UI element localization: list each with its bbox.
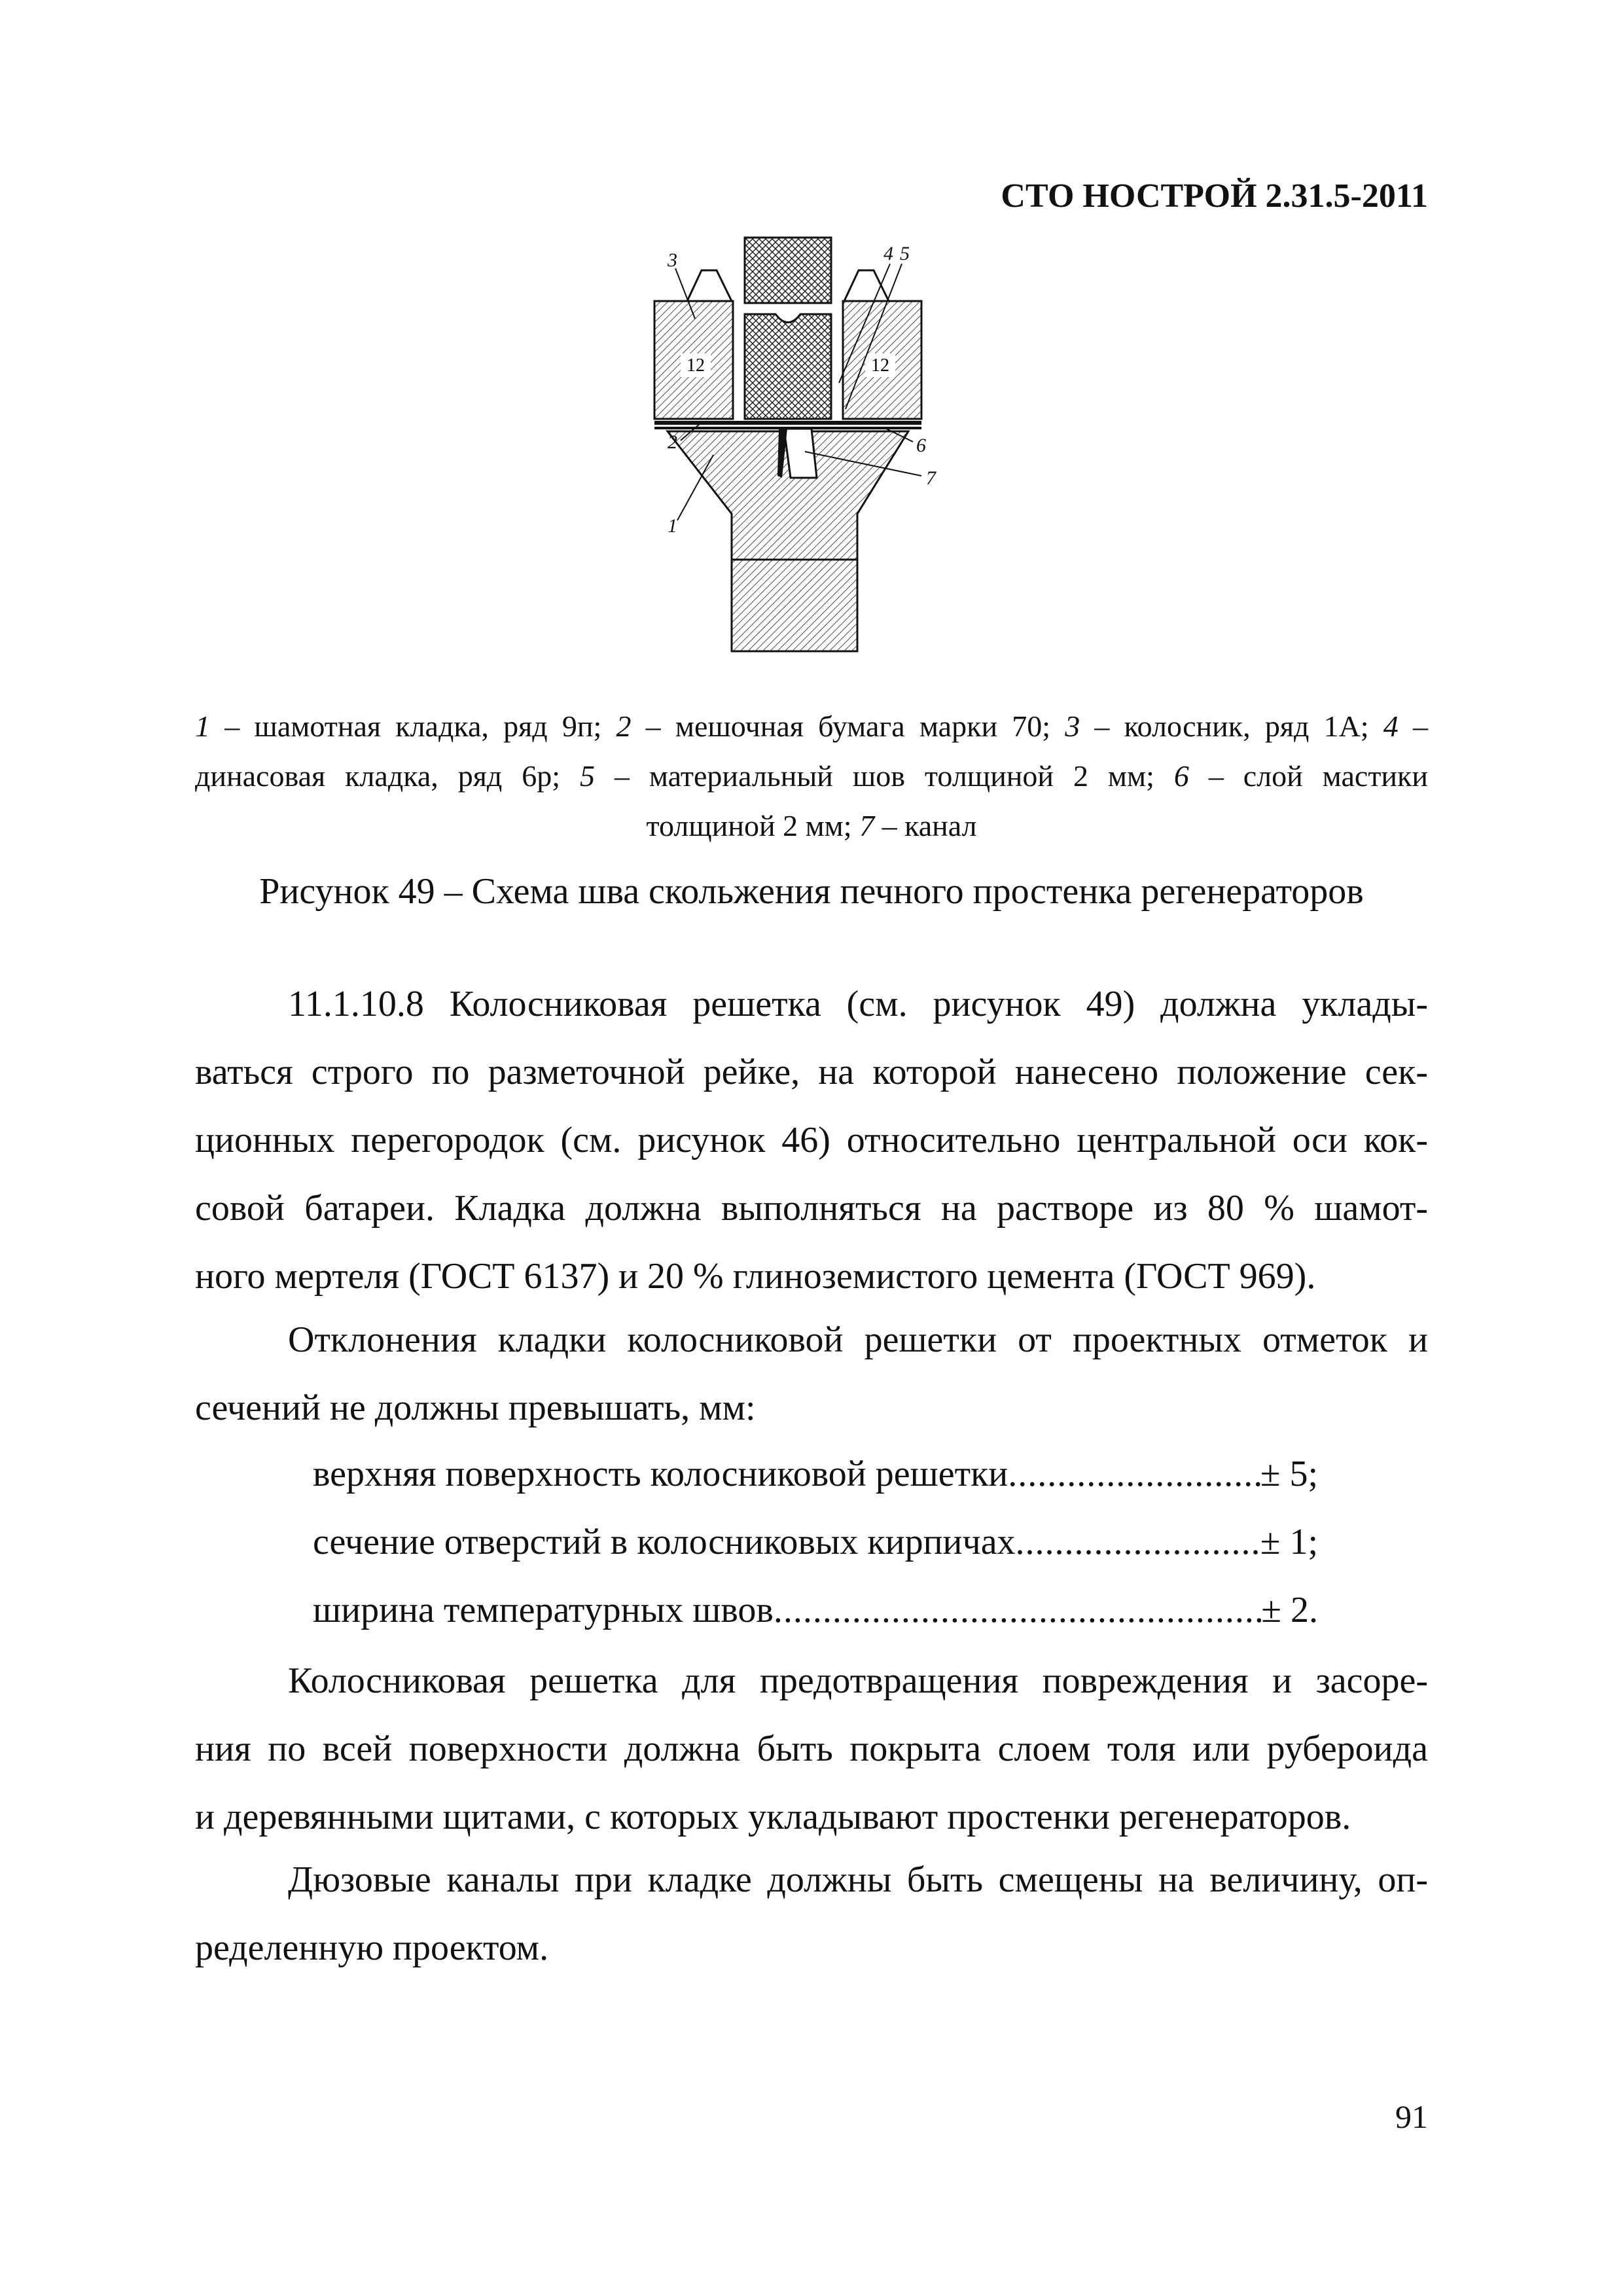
figure-title: Рисунок 49 – Схема шва скольжения печного простенка регенераторов bbox=[259, 871, 1364, 912]
text-line: Отклонения кладки колосниковой решетки от проектных отметок и bbox=[288, 1319, 1428, 1360]
figure-49-diagram bbox=[648, 232, 955, 658]
label-2: 2 bbox=[668, 431, 677, 453]
label-7: 7 bbox=[926, 467, 936, 489]
paragraph-nozzle-channels bbox=[195, 1846, 1428, 1982]
text-line: совой батареи. Кладка должна выполняться на растворе из 80 % шамот- bbox=[195, 1188, 1428, 1229]
text-line: ционных перегородок (см. рисунок 46) относительно центральной оси кок- bbox=[195, 1120, 1428, 1160]
tolerance-item: сечение отверстий в колосниковых кирпичах ..... ± 1; bbox=[313, 1508, 1318, 1576]
text-line: Дюзовые каналы при кладке должны быть смещены на величину, оп- bbox=[288, 1859, 1428, 1900]
text-line: 11.1.10.8 Колосниковая решетка (см. рисунок 49) должна уклады- bbox=[288, 984, 1428, 1024]
page-number: 91 bbox=[1395, 2098, 1428, 2135]
size-label-right: 12 bbox=[871, 355, 889, 376]
figure-legend-line: 1 – шамотная кладка, ряд 9п; 2 – мешочная бумага марки 70; 3 – колосник, ряд 1А; 4 – bbox=[195, 709, 1428, 743]
text-line: и деревянными щитами, с которых укладывают простенки регенераторов. bbox=[195, 1797, 1351, 1837]
bottom-brick bbox=[732, 560, 857, 651]
label-3: 3 bbox=[668, 249, 677, 271]
tolerance-list bbox=[313, 1440, 1318, 1644]
label-5: 5 bbox=[900, 243, 910, 264]
label-4: 4 bbox=[883, 243, 893, 264]
label-6: 6 bbox=[916, 435, 926, 456]
paragraph-11-1-10-8 bbox=[195, 970, 1428, 1310]
figure-legend-line: толщиной 2 мм; 7 – канал bbox=[646, 809, 977, 842]
tolerance-item: верхняя поверхность колосниковой решетки ..... ± 5; bbox=[313, 1440, 1318, 1508]
document-code-header: СТО НОСТРОЙ 2.31.5-2011 bbox=[1001, 177, 1428, 215]
figure-legend-line: динасовая кладка, ряд 6р; 5 – материальный шов толщиной 2 мм; 6 – слой мастики bbox=[195, 759, 1429, 793]
text-line: Колосниковая решетка для предотвращения повреждения и засоре- bbox=[288, 1660, 1428, 1701]
size-label-left: 12 bbox=[687, 355, 705, 376]
grate-brick-left-top bbox=[687, 270, 732, 301]
tolerance-item: ширина температурных швов ..... ± 2. bbox=[313, 1576, 1318, 1644]
paragraph-deviations bbox=[195, 1306, 1428, 1442]
text-line: ределенную проектом. bbox=[195, 1928, 549, 1968]
dinas-brick-top bbox=[745, 238, 831, 303]
text-line: ния по всей поверхности должна быть покрыта слоем толя или рубероида bbox=[195, 1729, 1428, 1769]
text-line: ваться строго по разметочной рейке, на которой нанесено положение сек- bbox=[195, 1052, 1428, 1092]
label-1: 1 bbox=[668, 515, 677, 537]
paper-layer bbox=[654, 421, 921, 425]
paragraph-grate-protection bbox=[195, 1647, 1428, 1851]
text-line: сечений не должны превышать, мм: bbox=[195, 1388, 756, 1428]
text-line: ного мертеля (ГОСТ 6137) и 20 % глиноземистого цемента (ГОСТ 969). bbox=[195, 1256, 1316, 1297]
grate-brick-right-top bbox=[844, 270, 889, 301]
dinas-brick-lower bbox=[745, 314, 831, 419]
